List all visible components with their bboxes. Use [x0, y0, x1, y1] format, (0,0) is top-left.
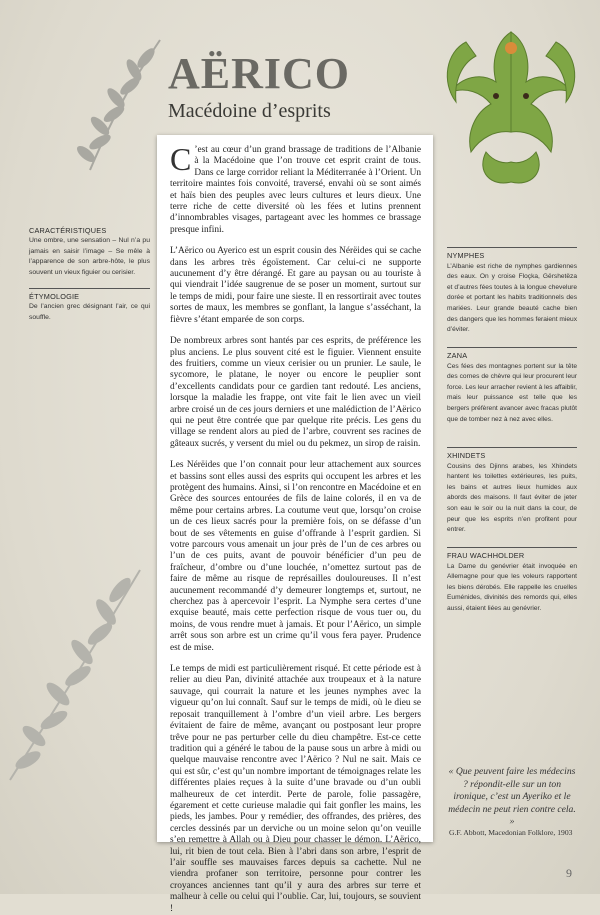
- sidebar-box-frau-wachholder: [447, 547, 577, 615]
- sidebar-box-text: L’Albanie est riche de nymphes gardiennes des eaux. On y croise Floçka, Gërshetëza et d’autres fées toutes à la longue chevelure dorée et portant les habits traditionnels des mariées. Leur grande beauté cache bien des dangers que les hommes feraient mieux d’éviter.: [447, 262, 577, 334]
- sidebar-box-caracteristiques: [29, 226, 150, 278]
- sidebar-box-title: ÉTYMOLOGIE: [29, 292, 80, 301]
- sidebar-box-title: FRAU WACHHOLDER: [447, 551, 525, 560]
- paragraph: Le temps de midi est particulièrement risqué. Et cette période est à relier au dieu Pan, divinité attachée aux troupeaux et à la nature sauvage, qui courrait la nature et les jeunes nymphes avec la vigueur qu’on lui connaît. Sauf sur le temps de midi, où le dieu se reposait tranquillement à l’ombre d’un vieil arbre. Les bergers évitaient de faire de même, avançant ou postposant leur propre trêve pour ne pas perturber celle du dieu champêtre. Est-ce cette tradition qui a généré le tabou de la pause sous un arbre à midi ou quelque mauvaise rencontre avec l’Aërico ? Nul ne sait. Mais ce qui est sûr, c’est qu’un nombre important de témoignages relate les différentes plaies reçues à la suite d’une bravade ou d’un oubli malheureux de cet interdit. Perte de parole, folie passagère, égarement et cette curieuse maladie qui fait gonfler les mains, les pieds, les jambes. Pour y remédier, des offrandes, des prières, des cercles dessinés par un derviche ou un moine selon qu’on veuille s’en remettre à Allah ou à Dieu pour chasser le démon. L’Aërico, lui, rit bien de tout cela. Bien à l’abri dans son arbre, l’esprit de l’air souffle ses mauvaises farces depuis sa cachette. Nul ne viendra profaner son territoire, personne pour contrer les croyances anciennes tant qu’il y aura des arbres sur terre et malheur à celle ou celui qui l’oublie. Car, lui, toujours, se souvient !: [170, 664, 421, 914]
- olive-branch-icon: [0, 560, 150, 790]
- sidebar-box-text: Une ombre, une sensation – Nul n’a pu jamais en saisir l’image – Se mêle à l’apparence de son arbre-hôte, le plus souvent un vieux figuier ou cerisier.: [29, 237, 150, 276]
- sidebar-box-etymologie: [29, 288, 150, 323]
- sidebar-box-text: Cousins des Djinns arabes, les Xhindets hantent les toilettes extérieures, les puits, les bains et autres lieux humides aux abords des maisons. Il faut éviter de jeter son eau le soir ou la nuit dans la cour, de peur que les esprits n’en profitent pour entrer.: [447, 462, 577, 534]
- divider: [29, 288, 150, 289]
- main-article: [157, 135, 433, 914]
- sidebar-box-title: NYMPHES: [447, 251, 485, 260]
- sidebar-box-title: ZANA: [447, 351, 468, 360]
- sidebar-box-text: Ces fées des montagnes portent sur la tête des cornes de chèvre qui leur procurent leur force. Les leur arracher revient à les affaiblir, mais leur puissance est telle que les bergers préfèrent avancer avec fracas plutôt que de tomber nez à nez avec elles.: [447, 362, 577, 423]
- paragraph: Les Nérëides que l’on connait pour leur attachement aux sources et bassins sont elles aussi des esprits qui occupent les arbres et les protègent des humains. Ainsi, si l’on rencontre en Macédoine et en Grèce des sources entourées de fils de laine colorés, il en va de même pour certains arbres. La coutume veut que, lorsqu’on croise un de ces lieux sacrés pour la première fois, on se défasse d’un bout de ses vêtements en guise d’offrande à l’esprit gardien. Si votre parcours vous amenait un jour près de l’un de ces arbres ou l’un de ces puits, avant de pouvoir bénéficier d’un peu de fraîcheur, d’ombre ou d’une louchée, n’omettez surtout pas de faire de même au risque de représailles douloureuses. Il n’est aucunement recommandé d’y demeurer longtemps et, surtout, ne cherchez pas à apercevoir l’esprit. La Nymphe sera certes d’une exquise beauté, mais cette perfection risque de vous tuer ou, du moins, de vous rendre muet à jamais. Et pour l’Aërico, un simple arrêt sous son arbre est un crime qu’il vous fera payer. Prudence est de mise.: [170, 460, 421, 653]
- sidebar-box-text: De l’ancien grec désignant l’air, ce qui souffle.: [29, 303, 150, 321]
- sidebar-box-zana: [447, 347, 577, 425]
- sidebar-box-nymphes: [447, 247, 577, 336]
- page-subtitle: Macédoine d’esprits: [168, 100, 331, 122]
- sidebar-box-xhindets: [447, 447, 577, 536]
- paragraph-text: ’est au cœur d’un grand brassage de traditions de l’Albanie à la Macédoine que l’on trouve cet esprit craint de tous. Dans ce large corridor reliant la Méditerranée à l’Orient. Un territoire maintes fois convoité, traversé, envahi où se sont aimés et haïs bien des peuples avec leurs cultures et leurs dieux. Une terre riche de cette diversité où les fées et lutins prennent d’innombrables visages, partageant avec les hommes ce brassage presque infini.: [170, 145, 421, 235]
- mirrored-green-ornament-icon: [436, 12, 586, 192]
- paragraph: L’Aërico ou Ayerico est un esprit cousin des Nérëides qui se cache dans les arbres très égoïstement. Car celui-ci ne supporte aucunement d’y être dérangé. Et gare au paysan ou au touriste à qui viendrait l’idée saugrenue de se poser un moment, surtout sur le temps de midi, pour faire une sieste. Il en ressortirait avec toutes sortes de maux, les membres se gonflant, la langue s’asséchant, la fièvre s’étant emparée de son corps.: [170, 246, 421, 325]
- divider: [447, 547, 577, 548]
- quote-text: « Que peuvent faire les médecins ? répondit-elle sur un ton ironique, c’est un Ayeriko et le médecin ne peut rien contre cela. »: [448, 766, 576, 828]
- olive-branch-icon: [50, 30, 170, 180]
- paragraph: [170, 141, 421, 236]
- sidebar-box-text: La Dame du genévrier était invoquée en Allemagne pour que les voleurs rapportent les biens dérobés. Elle rappelle les cruelles Euménides, divinités des remords qui, elles aussi, étaient liées au genévrier.: [447, 562, 577, 612]
- quote-source: G.F. Abbott, Macedonian Folklore, 1903: [449, 828, 573, 837]
- paragraph: De nombreux arbres sont hantés par ces esprits, de préférence les plus anciens. Le plus souvent cité est le figuier. Viennent ensuite des fruitiers, comme un vieux cerisier ou un prunier. Le saule, le sycomore, le platane, le noyer ou encore le peuplier sont d’excellents candidats pour ce gardien tant redouté. Les anciens, lorsque la maladie les frappe, ont vite fait le lien avec un vieil arbre croisé un de ces jours derniers et une malédiction de l’Aërico qui ne peut être contrée que par quelque rite précis. Les gens du village se rendent alors au pied de l’arbre, couvrent ses racines de gâteaux sucrés, y versent du miel ou du pekmez, un sirop de raisin.: [170, 336, 421, 449]
- page-title: AËRICO: [168, 49, 351, 98]
- divider: [447, 347, 577, 348]
- dropcap: C: [170, 141, 192, 177]
- sidebar-box-title: XHINDETS: [447, 451, 486, 460]
- divider: [447, 447, 577, 448]
- divider: [447, 247, 577, 248]
- sidebar-box-title: CARACTÉRISTIQUES: [29, 226, 107, 235]
- page-number: 9: [566, 866, 572, 880]
